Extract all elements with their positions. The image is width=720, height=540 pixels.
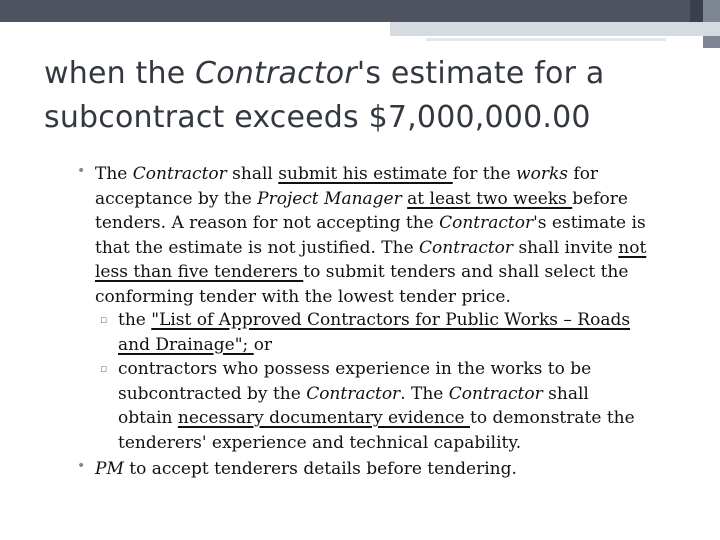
sub-bullet-icon: ▫: [100, 313, 108, 326]
bullet-paragraph: [95, 457, 655, 482]
title-italic: Contractor: [195, 56, 357, 91]
underlined-text: necessary documentary evidence: [177, 408, 470, 429]
underlined-text: at least two weeks: [407, 188, 573, 209]
header-mid-strip: [390, 22, 720, 36]
italic-term: Contractor: [306, 383, 401, 404]
bullet-paragraph: [95, 162, 655, 310]
sub-bullet-paragraph: [118, 308, 638, 357]
header-light-strip: [0, 22, 390, 36]
underlined-text: "List of Approved Contractors for Public Works – Roads and Drainage";: [118, 310, 631, 355]
text-run: The: [95, 164, 133, 184]
sub-bullet-paragraph: [118, 357, 638, 455]
italic-term: Contractor: [419, 237, 514, 258]
italic-term: Contractor: [439, 213, 534, 234]
text-run: shall obtain: [118, 383, 589, 429]
header-band: [0, 0, 720, 22]
text-run: for acceptance by the: [95, 164, 599, 209]
slide-title: [44, 52, 694, 140]
title-part2: 's estimate for a subcontract exceeds $7,000,000.00: [44, 56, 605, 135]
italic-term: Contractor: [448, 383, 543, 404]
text-run: the: [118, 310, 152, 330]
header-accent-block: [690, 0, 703, 22]
text-run: contractors who possess experience in the works to be subcontracted by the: [118, 359, 592, 404]
italic-term: PM: [95, 459, 124, 479]
bullet-icon: •: [77, 458, 86, 474]
sub-bullet-icon: ▫: [100, 362, 108, 375]
text-run: shall: [226, 164, 279, 184]
text-run: to submit tenders and shall select the conforming tender with the lowest tender price.: [95, 262, 629, 307]
text-run: for the: [452, 164, 517, 184]
italic-term: works: [516, 164, 568, 184]
italic-term: Contractor: [132, 164, 227, 184]
header-thin-line: [426, 38, 666, 41]
text-run: shall invite: [513, 237, 619, 258]
text-run: . The: [400, 383, 449, 404]
underlined-text: not less than five tenderers: [95, 237, 647, 283]
text-run: to demonstrate the tenderers' experience and technical capability.: [118, 408, 635, 453]
text-run: 's estimate is that the estimate is not justified. The: [95, 213, 646, 258]
bullet-icon: •: [77, 163, 86, 179]
text-run: before tenders. A reason for not accepting the: [95, 188, 628, 234]
italic-term: Project Manager: [257, 188, 402, 209]
text-run: or: [253, 334, 273, 355]
underlined-text: submit his estimate: [278, 164, 453, 184]
title-part1: when the: [44, 56, 196, 91]
text-run: to accept tenderers details before tendering.: [123, 459, 517, 479]
